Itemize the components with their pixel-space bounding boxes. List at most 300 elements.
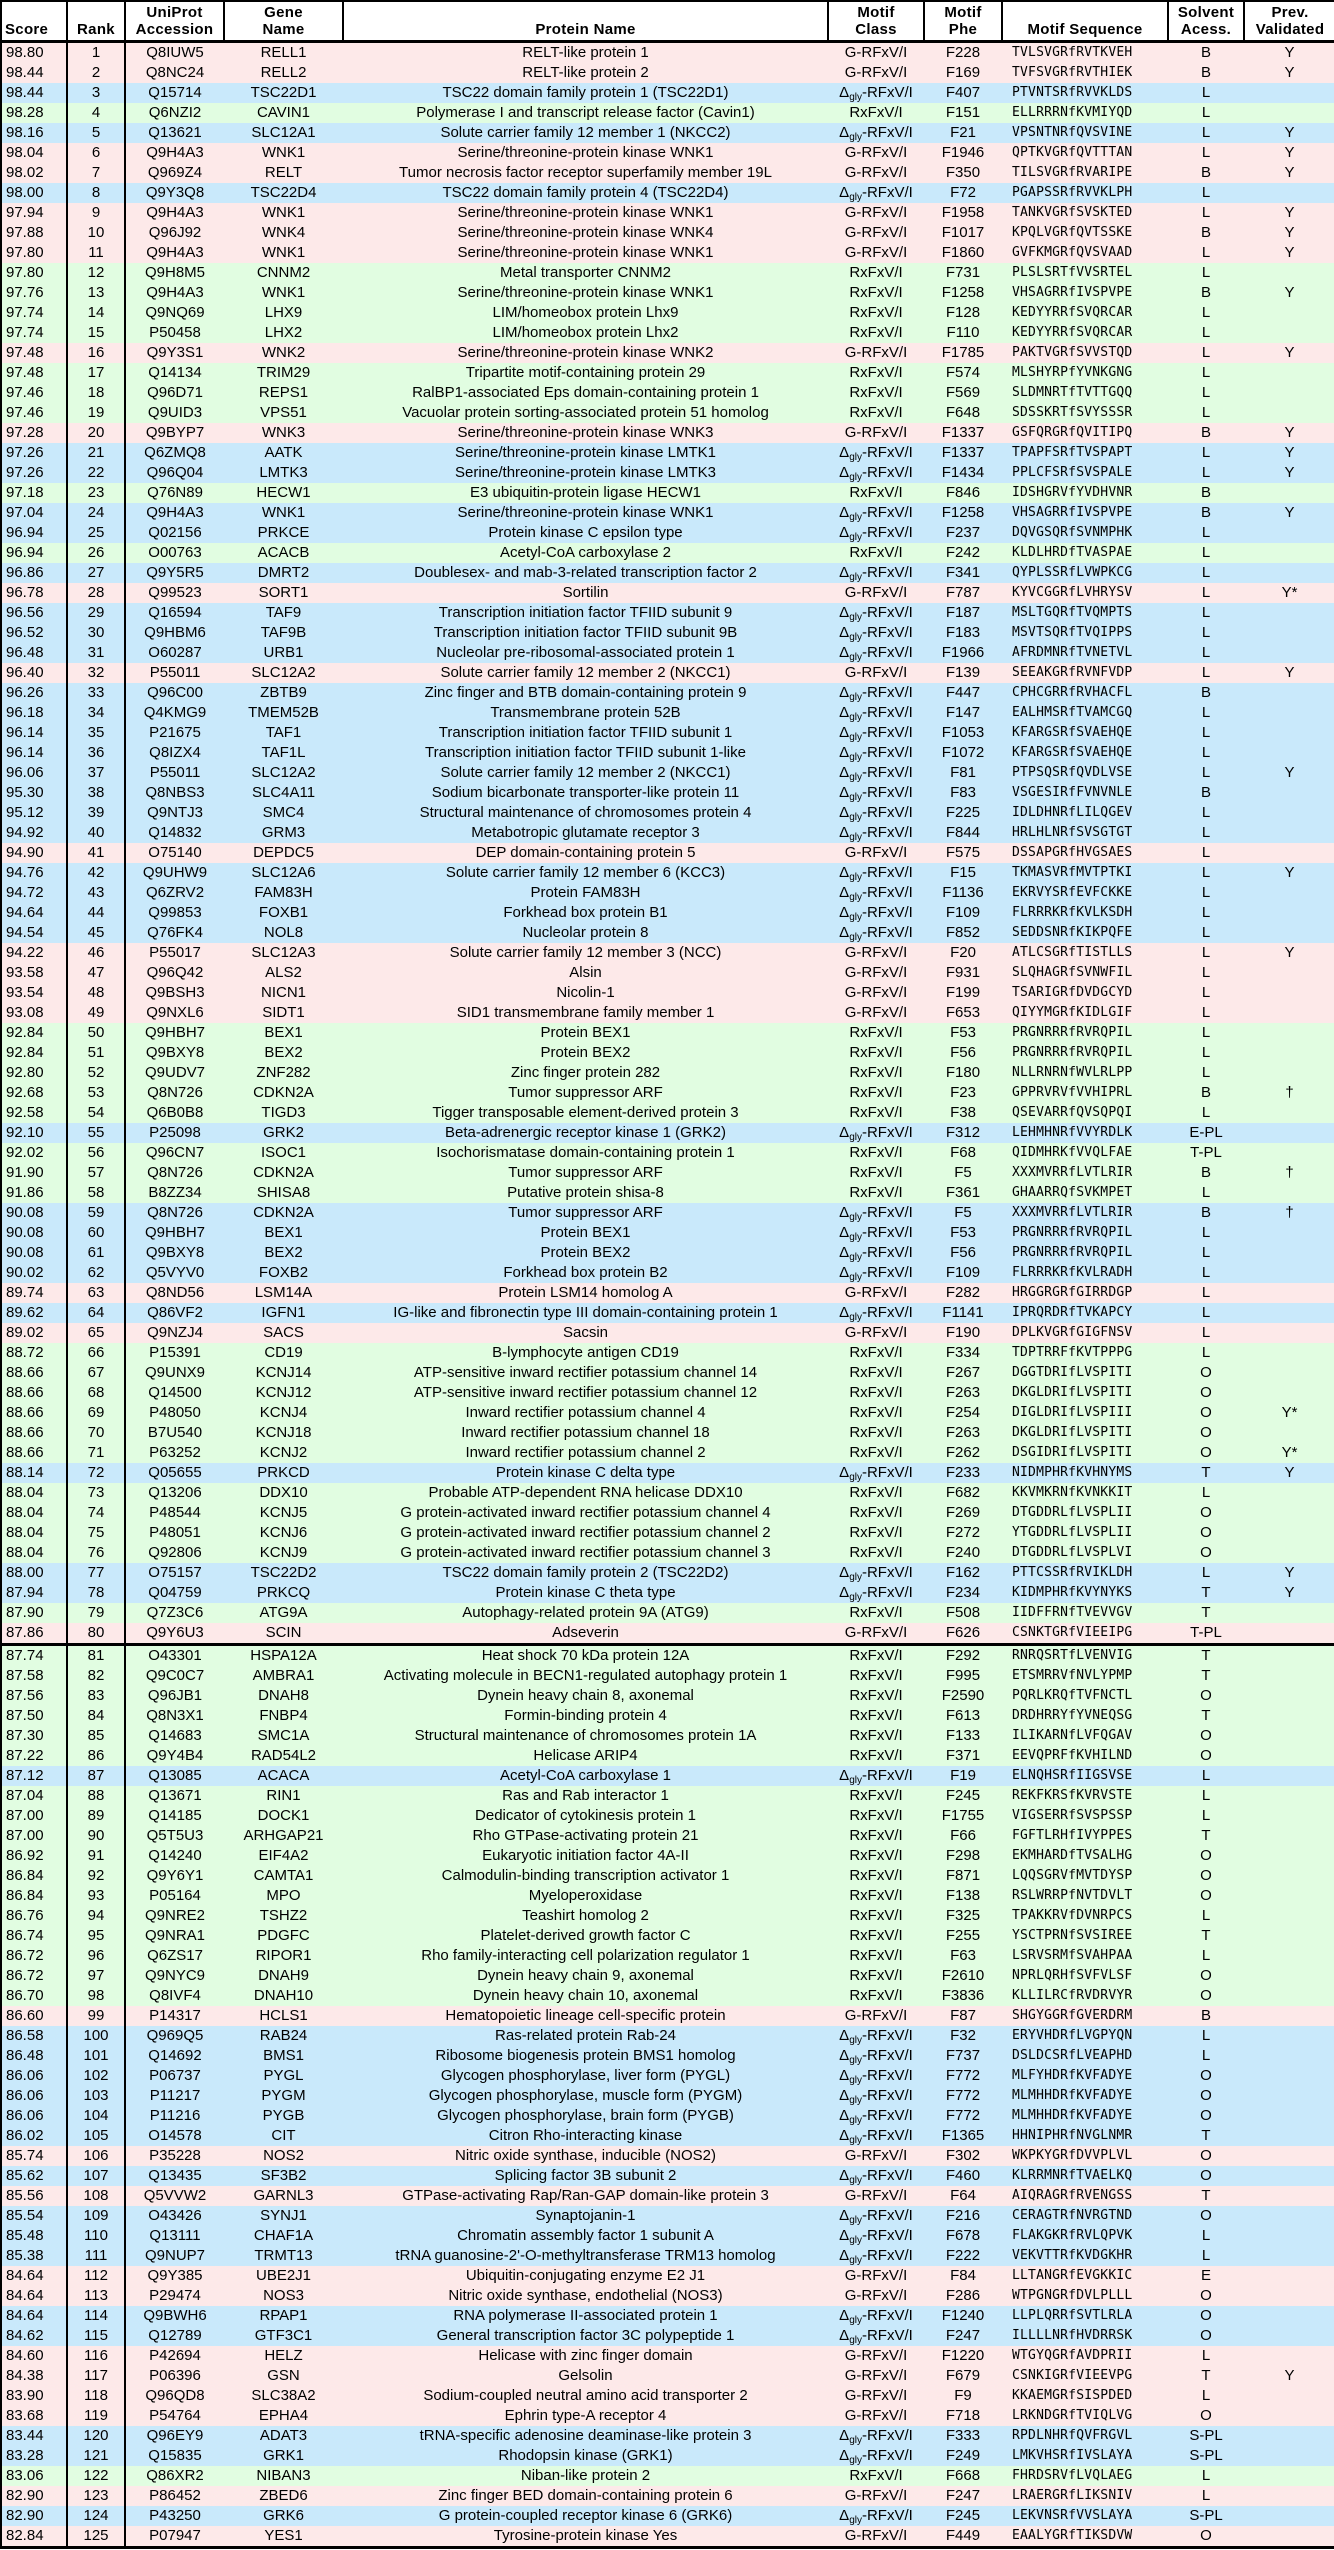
- cell-protein-name: RalBP1-associated Eps domain-containing protein 1: [412, 383, 759, 401]
- cell-motif-phe: F162: [945, 1563, 981, 1581]
- cell-score: 87.00: [1, 1806, 67, 1826]
- cell-accession: Q86XR2: [146, 2466, 204, 2484]
- cell-prev-validated: Y: [1284, 423, 1295, 441]
- cell-gene-name: KCNJ6: [259, 1523, 308, 1541]
- cell-gene-name: SLC4A11: [251, 783, 316, 801]
- table-row: [1, 1666, 1334, 1686]
- cell-motif-phe: F87: [950, 2006, 976, 2024]
- cell-accession: Q14134: [148, 363, 202, 381]
- cell-rank: 21: [67, 443, 125, 463]
- cell-solvent-access: L: [1201, 1343, 1211, 1361]
- cell-accession: Q9H8M5: [144, 263, 206, 281]
- cell-gene-name: EPHA4: [258, 2406, 309, 2424]
- cell-motif-class: RxFxV/I: [849, 1343, 903, 1361]
- cell-motif-class: G-RFxV/I: [844, 2486, 908, 2504]
- cell-score: 86.92: [1, 1846, 67, 1866]
- cell-protein-name: G protein-activated inward rectifier potassium channel 2: [400, 1523, 771, 1541]
- cell-gene-name: IGFN1: [261, 1303, 306, 1321]
- table-row: [1, 903, 1334, 923]
- cell-gene-name: BEX2: [264, 1243, 303, 1261]
- cell-accession: Q9HBH7: [144, 1223, 206, 1241]
- cell-solvent-access: O: [1200, 1523, 1212, 1541]
- cell-prev-validated: [1244, 2066, 1334, 2086]
- cell-motif-sequence: QPTKVGRfQVTTTAN: [1012, 144, 1133, 160]
- cell-rank: 31: [67, 643, 125, 663]
- cell-motif-class: $\Delta_{gly}-RFxV/I$: [839, 2166, 913, 2186]
- cell-gene-name: RAD54L2: [250, 1746, 317, 1764]
- cell-motif-sequence: ILIKARNfLVFQGAV: [1012, 1727, 1133, 1743]
- cell-motif-class: RxFxV/I: [849, 1043, 903, 1061]
- cell-motif-class: $\Delta_{gly}-RFxV/I$: [839, 563, 913, 583]
- cell-protein-name: Rhodopsin kinase (GRK1): [498, 2446, 673, 2464]
- cell-score: 88.66: [1, 1403, 67, 1423]
- cell-gene-name: SLC12A1: [251, 123, 316, 141]
- cell-prev-validated: Y: [1284, 1463, 1295, 1481]
- cell-score: 86.84: [1, 1866, 67, 1886]
- cell-motif-phe: F5: [954, 1163, 972, 1181]
- cell-rank: 46: [67, 943, 125, 963]
- cell-protein-name: Gelsolin: [558, 2366, 613, 2384]
- cell-motif-phe: F871: [945, 1866, 981, 1884]
- cell-gene-name: TRMT13: [254, 2246, 313, 2264]
- cell-motif-phe: F20: [950, 943, 976, 961]
- cell-gene-name: KCNJ18: [255, 1423, 312, 1441]
- cell-solvent-access: L: [1201, 1183, 1211, 1201]
- cell-motif-phe: F678: [945, 2226, 981, 2244]
- cell-motif-sequence: VSGESIRfFVNVNLE: [1012, 784, 1133, 800]
- cell-prev-validated: [1244, 1363, 1334, 1383]
- table-row: [1, 463, 1334, 483]
- cell-gene-name: HELZ: [264, 2346, 303, 2364]
- cell-score: 87.12: [1, 1766, 67, 1786]
- cell-motif-phe: F2590: [941, 1686, 985, 1704]
- cell-prev-validated: [1244, 1766, 1334, 1786]
- cell-prev-validated: [1244, 903, 1334, 923]
- cell-protein-name: Protein BEX1: [540, 1023, 631, 1041]
- cell-gene-name: RIPOR1: [255, 1946, 312, 1964]
- cell-solvent-access: L: [1201, 543, 1211, 561]
- cell-score: 86.84: [1, 1886, 67, 1906]
- cell-score: 92.80: [1, 1063, 67, 1083]
- cell-accession: Q9HBH7: [144, 1023, 206, 1041]
- cell-motif-phe: F574: [945, 363, 981, 381]
- table-row: [1, 2466, 1334, 2486]
- cell-score: 83.28: [1, 2446, 67, 2466]
- cell-motif-class: RxFxV/I: [849, 1866, 903, 1884]
- table-row: [1, 1023, 1334, 1043]
- cell-score: 97.88: [1, 223, 67, 243]
- cell-motif-phe: F682: [945, 1483, 981, 1501]
- cell-protein-name: Metabotropic glutamate receptor 3: [471, 823, 700, 841]
- cell-accession: Q13435: [148, 2166, 202, 2184]
- cell-solvent-access: L: [1201, 183, 1211, 201]
- cell-accession: Q6ZS17: [147, 1946, 203, 1964]
- cell-solvent-access: B: [1200, 1203, 1211, 1221]
- cell-motif-class: $\Delta_{gly}-RFxV/I$: [839, 2246, 913, 2266]
- cell-rank: 96: [67, 1946, 125, 1966]
- cell-prev-validated: [1244, 1383, 1334, 1403]
- cell-accession: Q02156: [148, 523, 202, 541]
- cell-accession: P25098: [149, 1123, 201, 1141]
- cell-motif-phe: F626: [945, 1623, 981, 1641]
- cell-rank: 33: [67, 683, 125, 703]
- table-row: [1, 2366, 1334, 2386]
- cell-rank: 105: [67, 2126, 125, 2146]
- cell-score: 96.14: [1, 743, 67, 763]
- table-row: [1, 2006, 1334, 2026]
- cell-motif-sequence: QYPLSSRfLVWPKCG: [1012, 564, 1133, 580]
- cell-protein-name: Solute carrier family 12 member 3 (NCC): [449, 943, 722, 961]
- cell-motif-class: $\Delta_{gly}-RFxV/I$: [839, 1223, 913, 1243]
- cell-motif-sequence: PRGNRRRfRVRQPIL: [1012, 1044, 1133, 1060]
- cell-solvent-access: O: [1200, 2066, 1212, 2084]
- header-rank: Rank: [67, 1, 125, 41]
- cell-motif-sequence: YSCTPRNfSVSIREE: [1012, 1927, 1133, 1943]
- cell-motif-class: $\Delta_{gly}-RFxV/I$: [839, 683, 913, 703]
- cell-solvent-access: E-PL: [1189, 1123, 1223, 1141]
- cell-accession: P07947: [125, 2526, 224, 2548]
- cell-score: 88.72: [1, 1343, 67, 1363]
- cell-motif-phe: F63: [950, 1946, 976, 1964]
- table-row: [1, 523, 1334, 543]
- cell-motif-phe: F234: [945, 1583, 981, 1601]
- cell-gene-name: LHX9: [264, 303, 303, 321]
- cell-motif-class: $\Delta_{gly}-RFxV/I$: [839, 503, 913, 523]
- cell-motif-class: $\Delta_{gly}-RFxV/I$: [839, 1263, 913, 1283]
- cell-rank: 23: [67, 483, 125, 503]
- cell-solvent-access: L: [1201, 1563, 1211, 1581]
- cell-prev-validated: [1244, 1423, 1334, 1443]
- table-row: [1, 563, 1334, 583]
- table-row: [1, 2066, 1334, 2086]
- cell-motif-sequence: QIYYMGRfKIDLGIF: [1012, 1004, 1133, 1020]
- cell-gene-name: TAF9B: [260, 623, 307, 641]
- cell-score: 88.04: [1, 1523, 67, 1543]
- cell-gene-name: PRKCE: [257, 523, 310, 541]
- cell-protein-name: Formin-binding protein 4: [504, 1706, 667, 1724]
- cell-gene-name: DEPDC5: [253, 843, 314, 861]
- cell-motif-phe: F1337: [941, 443, 985, 461]
- cell-accession: Q9NRE2: [144, 1906, 206, 1924]
- cell-prev-validated: [1244, 103, 1334, 123]
- cell-motif-sequence: IIDFFRNfTVEVVGV: [1012, 1604, 1133, 1620]
- cell-gene-name: PRKCQ: [256, 1583, 311, 1601]
- cell-solvent-access: B: [1200, 783, 1211, 801]
- table-row: [1, 2306, 1334, 2326]
- cell-score: 86.60: [1, 2006, 67, 2026]
- cell-score: 91.86: [1, 1183, 67, 1203]
- cell-rank: 3: [67, 83, 125, 103]
- cell-solvent-access: L: [1201, 1786, 1211, 1804]
- cell-gene-name: KCNJ9: [259, 1543, 308, 1561]
- cell-rank: 110: [67, 2226, 125, 2246]
- cell-motif-phe: F1946: [941, 143, 985, 161]
- cell-score: 86.76: [1, 1906, 67, 1926]
- cell-accession: P86452: [149, 2486, 201, 2504]
- cell-accession: Q76FK4: [147, 923, 203, 941]
- cell-prev-validated: [1244, 2006, 1334, 2026]
- cell-rank: 78: [67, 1583, 125, 1603]
- cell-motif-sequence: HRLHLNRfSVSGTGT: [1012, 824, 1133, 840]
- cell-motif-sequence: CSNKTGRfVIEEIPG: [1012, 1624, 1133, 1640]
- cell-score: 82.90: [1, 2486, 67, 2506]
- cell-accession: P05164: [149, 1886, 201, 1904]
- cell-score: 96.94: [1, 523, 67, 543]
- cell-protein-name: Isochorismatase domain-containing protein 1: [436, 1143, 735, 1161]
- cell-solvent-access: T: [1201, 1463, 1211, 1481]
- cell-motif-sequence: NLLRNRNfWVLRLPP: [1012, 1064, 1133, 1080]
- cell-accession: Q8NC24: [145, 63, 205, 81]
- cell-protein-name: Transcription initiation factor TFIID subunit 1-like: [425, 743, 746, 761]
- cell-prev-validated: [1244, 263, 1334, 283]
- cell-motif-sequence: KFARGSRfSVAEHQE: [1012, 744, 1133, 760]
- cell-motif-class: G-RFxV/I: [844, 1623, 908, 1641]
- table-row: [1, 1603, 1334, 1623]
- cell-protein-name: Tripartite motif-containing protein 29: [465, 363, 706, 381]
- cell-motif-sequence: LLPLQRRfSVTLRLA: [1012, 2307, 1133, 2323]
- cell-accession: Q96J92: [148, 223, 202, 241]
- cell-motif-sequence: FLRRRKRfKVLRADH: [1012, 1264, 1133, 1280]
- table-row: [1, 83, 1334, 103]
- cell-accession: Q16594: [148, 603, 202, 621]
- cell-solvent-access: L: [1201, 243, 1211, 261]
- cell-prev-validated: Y: [1284, 143, 1295, 161]
- cell-accession: P21675: [149, 723, 201, 741]
- cell-motif-sequence: ELLRRRNfKVMIYQD: [1012, 104, 1133, 120]
- cell-motif-class: RxFxV/I: [849, 363, 903, 381]
- cell-gene-name: CD19: [264, 1343, 303, 1361]
- cell-protein-name: Dynein heavy chain 9, axonemal: [477, 1966, 694, 1984]
- cell-solvent-access: L: [1201, 363, 1211, 381]
- cell-gene-name: RIN1: [266, 1786, 301, 1804]
- cell-accession: Q9Y5R5: [146, 563, 204, 581]
- cell-motif-sequence: EKRVYSRfEVFCKKE: [1012, 884, 1133, 900]
- cell-solvent-access: L: [1201, 663, 1211, 681]
- cell-gene-name: NOL8: [263, 923, 304, 941]
- cell-accession: O43426: [148, 2206, 202, 2224]
- cell-prev-validated: [1244, 1846, 1334, 1866]
- cell-prev-validated: [1244, 1806, 1334, 1826]
- cell-score: 90.08: [1, 1223, 67, 1243]
- cell-protein-name: Rho GTPase-activating protein 21: [472, 1826, 699, 1844]
- cell-solvent-access: O: [1200, 1503, 1212, 1521]
- cell-protein-name: Vacuolar protein sorting-associated protein 51 homolog: [402, 403, 769, 421]
- cell-motif-phe: F225: [945, 803, 981, 821]
- cell-motif-phe: F15: [950, 863, 976, 881]
- cell-rank: 116: [67, 2346, 125, 2366]
- cell-motif-class: $\Delta_{gly}-RFxV/I$: [839, 2326, 913, 2346]
- cell-score: 97.80: [1, 243, 67, 263]
- cell-motif-phe: F56: [950, 1243, 976, 1261]
- cell-motif-class: $\Delta_{gly}-RFxV/I$: [839, 463, 913, 483]
- cell-gene-name: SCIN: [265, 1623, 302, 1641]
- cell-rank: 79: [67, 1603, 125, 1623]
- cell-accession: Q9NTJ3: [147, 803, 203, 821]
- cell-gene-name: SLC38A2: [251, 2386, 316, 2404]
- table-row: [1, 343, 1334, 363]
- cell-motif-phe: F233: [945, 1463, 981, 1481]
- cell-prev-validated: [1244, 1283, 1334, 1303]
- cell-motif-class: RxFxV/I: [849, 1543, 903, 1561]
- table-row: [1, 2506, 1334, 2526]
- cell-score: 96.56: [1, 603, 67, 623]
- cell-accession: Q9Y3Q8: [145, 183, 205, 201]
- cell-accession: P35228: [149, 2146, 201, 2164]
- cell-prev-validated: [1244, 1623, 1334, 1645]
- cell-prev-validated: [1244, 2106, 1334, 2126]
- cell-score: 92.84: [1, 1023, 67, 1043]
- table-row: [1, 583, 1334, 603]
- cell-rank: 86: [67, 1746, 125, 1766]
- table-row: [1, 723, 1334, 743]
- cell-motif-phe: F334: [945, 1343, 981, 1361]
- cell-rank: 108: [67, 2186, 125, 2206]
- table-row: [1, 1363, 1334, 1383]
- cell-motif-sequence: TDPTRRFfKVTPPPG: [1012, 1344, 1133, 1360]
- cell-accession: Q13206: [148, 1483, 202, 1501]
- cell-rank: 22: [67, 463, 125, 483]
- cell-accession: Q96Q04: [146, 463, 204, 481]
- cell-motif-sequence: SLDMNRTfTVTTGQQ: [1012, 384, 1133, 400]
- cell-rank: 84: [67, 1706, 125, 1726]
- cell-protein-name: Ephrin type-A receptor 4: [504, 2406, 667, 2424]
- cell-motif-phe: F286: [945, 2286, 981, 2304]
- cell-gene-name: WNK1: [261, 503, 306, 521]
- cell-motif-sequence: DQVGSQRfSVNMPHK: [1012, 524, 1133, 540]
- cell-motif-sequence: XXXMVRRfLVTLRIR: [1012, 1164, 1133, 1180]
- cell-motif-sequence: XXXMVRRfLVTLRIR: [1012, 1204, 1133, 1220]
- cell-score: 84.64: [1, 2266, 67, 2286]
- cell-prev-validated: [1244, 703, 1334, 723]
- cell-accession: P29474: [149, 2286, 201, 2304]
- cell-score: 82.84: [1, 2526, 67, 2548]
- cell-score: 94.76: [1, 863, 67, 883]
- cell-gene-name: DNAH10: [253, 1986, 314, 2004]
- cell-accession: Q9H4A3: [146, 283, 204, 301]
- cell-prev-validated: Y: [1284, 1583, 1295, 1601]
- cell-gene-name: PYGL: [263, 2066, 304, 2084]
- table-row: [1, 423, 1334, 443]
- cell-protein-name: SID1 transmembrane family member 1: [456, 1003, 715, 1021]
- cell-accession: Q13111: [149, 2226, 201, 2244]
- table-row: [1, 1543, 1334, 1563]
- cell-rank: 65: [67, 1323, 125, 1343]
- cell-accession: Q8IZX4: [149, 743, 201, 761]
- table-row: [1, 1583, 1334, 1603]
- cell-protein-name: Tumor suppressor ARF: [508, 1203, 663, 1221]
- table-row: [1, 123, 1334, 143]
- cell-solvent-access: L: [1201, 623, 1211, 641]
- cell-motif-sequence: PAKTVGRfSVVSTQD: [1012, 344, 1133, 360]
- cell-gene-name: KCNJ5: [259, 1503, 308, 1521]
- cell-solvent-access: L: [1201, 1283, 1211, 1301]
- cell-accession: Q8N726: [147, 1203, 203, 1221]
- cell-solvent-access: L: [1201, 383, 1211, 401]
- cell-protein-name: Dynein heavy chain 10, axonemal: [472, 1986, 699, 2004]
- table-row: [1, 2406, 1334, 2426]
- cell-rank: 90: [67, 1826, 125, 1846]
- cell-motif-phe: F1958: [941, 203, 985, 221]
- cell-score: 84.62: [1, 2326, 67, 2346]
- cell-motif-phe: F407: [945, 83, 981, 101]
- cell-motif-sequence: LSRVSRMfSVAHPAA: [1012, 1947, 1133, 1963]
- cell-solvent-access: L: [1201, 1303, 1211, 1321]
- cell-score: 94.22: [1, 943, 67, 963]
- cell-score: 86.72: [1, 1966, 67, 1986]
- cell-prev-validated: [1244, 2526, 1334, 2548]
- cell-rank: 59: [67, 1203, 125, 1223]
- cell-motif-sequence: VHSAGRRfIVSPVPE: [1012, 284, 1133, 300]
- cell-motif-class: $\Delta_{gly}-RFxV/I$: [839, 1583, 913, 1603]
- cell-prev-validated: [1244, 1786, 1334, 1806]
- cell-solvent-access: B: [1200, 1163, 1211, 1181]
- cell-gene-name: CDKN2A: [253, 1083, 314, 1101]
- cell-accession: Q13621: [148, 123, 202, 141]
- cell-motif-sequence: DSGIDRIfLVSPITI: [1012, 1444, 1133, 1460]
- cell-motif-class: RxFxV/I: [849, 1383, 903, 1401]
- cell-score: 86.06: [1, 2066, 67, 2086]
- cell-solvent-access: L: [1201, 983, 1211, 1001]
- cell-protein-name: Protein BEX2: [540, 1243, 631, 1261]
- cell-motif-class: $\Delta_{gly}-RFxV/I$: [839, 2206, 913, 2226]
- cell-protein-name: Ubiquitin-conjugating enzyme E2 J1: [465, 2266, 706, 2284]
- cell-rank: 66: [67, 1343, 125, 1363]
- cell-accession: P42694: [149, 2346, 201, 2364]
- cell-motif-sequence: IDSHGRVfYVDHVNR: [1012, 484, 1133, 500]
- cell-score: 86.58: [1, 2026, 67, 2046]
- cell-prev-validated: [1244, 2046, 1334, 2066]
- cell-prev-validated: [1244, 2406, 1334, 2426]
- cell-motif-sequence: PTVNTSRfRVVKLDS: [1012, 84, 1133, 100]
- cell-motif-sequence: FLRRRKRfKVLKSDH: [1012, 904, 1133, 920]
- cell-solvent-access: L: [1201, 203, 1211, 221]
- cell-motif-sequence: WTPGNGRfDVLPLLL: [1012, 2287, 1133, 2303]
- cell-motif-sequence: DSSAPGRfHVGSAES: [1012, 844, 1133, 860]
- cell-motif-sequence: TANKVGRfSVSKTED: [1012, 204, 1133, 220]
- cell-rank: 114: [67, 2306, 125, 2326]
- cell-motif-phe: F199: [945, 983, 981, 1001]
- cell-motif-phe: F262: [945, 1443, 981, 1461]
- cell-rank: 19: [67, 403, 125, 423]
- cell-prev-validated: [1244, 2346, 1334, 2366]
- cell-gene-name: WNK3: [261, 423, 306, 441]
- cell-solvent-access: O: [1200, 2286, 1212, 2304]
- cell-protein-name: Activating molecule in BECN1-regulated autophagy protein 1: [383, 1666, 788, 1684]
- cell-score: 88.66: [1, 1363, 67, 1383]
- cell-protein-name: Nucleolar pre-ribosomal-associated protein 1: [436, 643, 735, 661]
- cell-motif-sequence: DKGLDRIfLVSPITI: [1012, 1384, 1133, 1400]
- cell-score: 94.92: [1, 823, 67, 843]
- cell-motif-class: RxFxV/I: [849, 1083, 903, 1101]
- cell-gene-name: WNK1: [261, 243, 306, 261]
- cell-gene-name: RELL1: [260, 43, 307, 61]
- cell-solvent-access: B: [1200, 43, 1211, 61]
- cell-prev-validated: [1244, 1223, 1334, 1243]
- cell-rank: 72: [67, 1463, 125, 1483]
- cell-motif-phe: F228: [945, 43, 981, 61]
- cell-prev-validated: [1244, 1906, 1334, 1926]
- cell-motif-phe: F183: [945, 623, 981, 641]
- cell-prev-validated: [1244, 1043, 1334, 1063]
- cell-motif-class: $\Delta_{gly}-RFxV/I$: [839, 83, 913, 103]
- cell-motif-phe: F995: [945, 1666, 981, 1684]
- cell-solvent-access: L: [1201, 1223, 1211, 1241]
- cell-rank: 24: [67, 503, 125, 523]
- cell-motif-sequence: TPAPFSRfTVSPAPT: [1012, 444, 1133, 460]
- cell-motif-class: G-RFxV/I: [844, 143, 908, 161]
- cell-rank: 80: [67, 1623, 125, 1645]
- cell-gene-name: URB1: [263, 643, 304, 661]
